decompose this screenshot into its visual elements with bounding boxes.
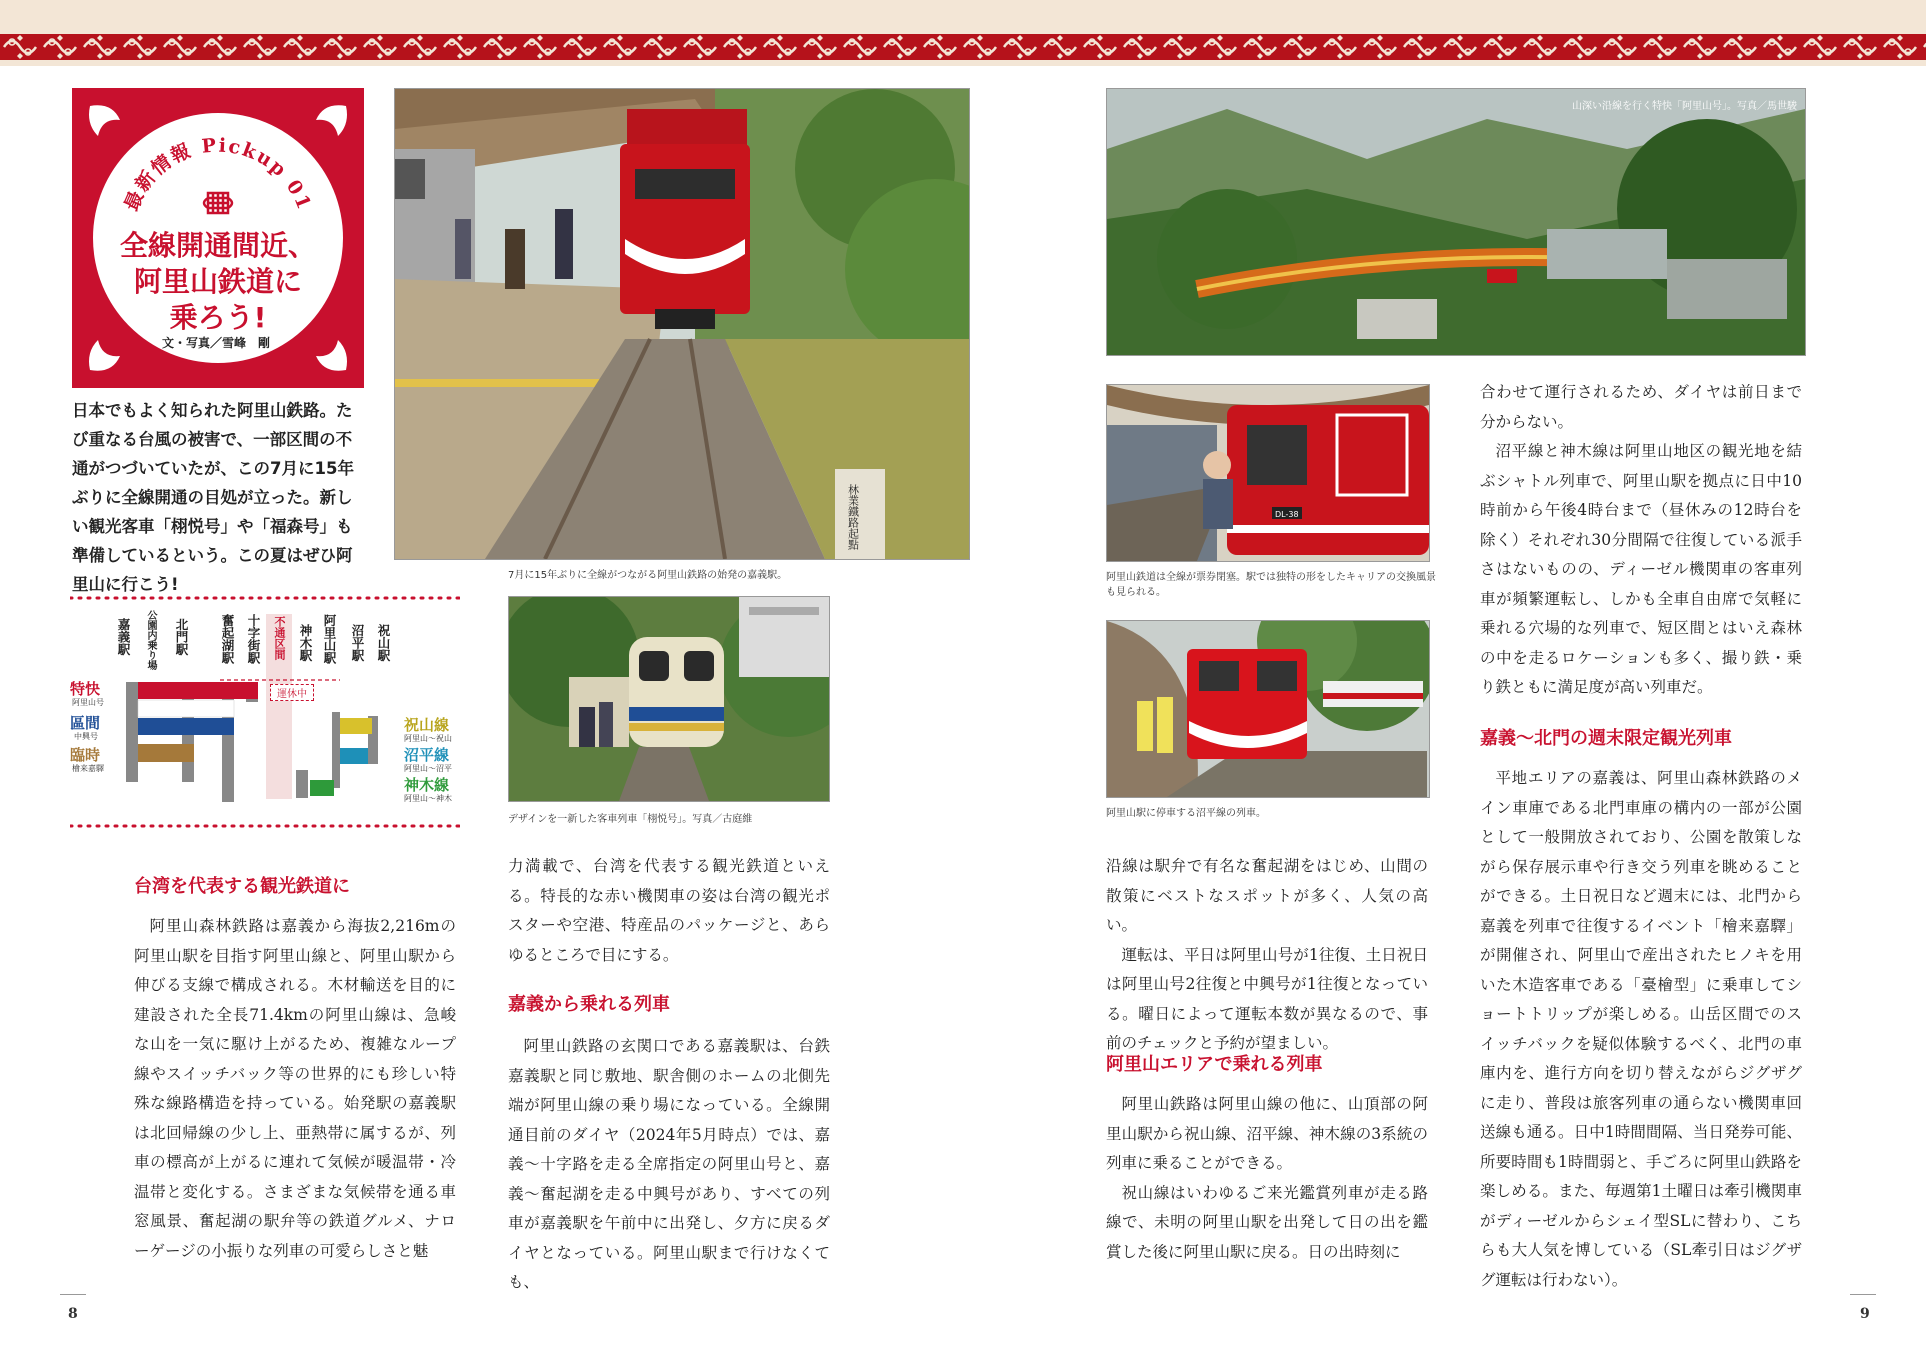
badge-byline: 文・写真／雪峰 剛 bbox=[162, 336, 271, 350]
photo-xuyue-caption: デザインを一新した客車列車「栩悦号」。写真／古庭維 bbox=[508, 814, 753, 825]
col4-paragraph-3: 平地エリアの嘉義は、阿里山森林鉄路のメイン車庫である北門車庫の構内の一部が公園として一般開放されており、公園を散策しながら保存展示車や行き交う列車を眺めることができる。土日祝日など週末には、北門から嘉義を列車で往復するイベント「檜来嘉驛」が開催され、阿里山で産出されたヒノキを用いた木造客車である「臺檜型」に乗車してショートトリップが楽しめる。山岳区間でのスイッチバックを疑似体験するべく、北門の車庫内を、進行方向を切り替えながらジグザグに走り、普段は旅客列車の通らない機関車回送線も通る。日中1時間間隔、当日発券可能、所要時間も1時間弱と、手ごろに阿里山鉄路を楽しめる。また、毎週第1土曜日は牽引機関車がディーゼルからシェイ型SLに替わり、こちらも大人気を博している（SL牽引日はジグザグ運転は行わない）。 bbox=[1480, 769, 1802, 1289]
col4-paragraph-2: 沼平線と神木線は阿里山地区の観光地を結ぶシャトル列車で、阿里山駅を拠点に日中10時前から午後4時台まで（昼休みの12時台を除く）それぞれ30分間隔で往復している派手さはないものの、ディーゼル機関車の客車列車が頻繁運転し、しかも全車自由席で気軽に乗れる穴場的な列車で、短区間とはいえ森林の中を走るロケーションも多く、撮り鉄・乗り鉄ともに満足度が高い列車だ。 bbox=[1480, 442, 1802, 696]
station-zhushan: 祝山駅 bbox=[376, 624, 391, 662]
legend-rinji-sub: 檜来嘉驛 bbox=[72, 764, 104, 773]
station-alishan: 阿里山駅 bbox=[322, 614, 337, 664]
col3-paragraph-4: 祝山線はいわゆるご来光鑑賞列車が走る路線で、未明の阿里山駅を出発して日の出を鑑賞した後に阿里山駅に戻る。日の出時刻に bbox=[1106, 1183, 1428, 1261]
column-4-cont bbox=[1480, 764, 1802, 1295]
section-heading-1: 台湾を代表する観光鉄道に bbox=[134, 876, 350, 897]
col3-paragraph-2: 運転は、平日は阿里山号が1往復、土日祝日は阿里山号2往復と中興号が1往復となっている。曜日によって運転本数が異なるので、事前のチェックと予約が望ましい。 bbox=[1106, 945, 1428, 1052]
legend-tokkai: 特快 bbox=[70, 680, 101, 698]
badge-title-1: 全線開通間近、 bbox=[119, 229, 316, 262]
ornamental-border bbox=[0, 30, 1926, 64]
column-1 bbox=[134, 912, 456, 1266]
photo-xuyue-train bbox=[508, 596, 830, 802]
station-park: 公園内乗り場 bbox=[145, 610, 156, 670]
photo-token-exchange bbox=[1106, 384, 1430, 562]
page-number-left: 8 bbox=[68, 1306, 78, 1322]
photo-token-caption: 阿里山鉄道は全線が票券閉塞。駅では独特の形をしたキャリアの交換風景も見られる。 bbox=[1106, 572, 1436, 598]
page-rule-right bbox=[1850, 1294, 1876, 1295]
section-heading-3: 阿里山エリアで乗れる列車 bbox=[1106, 1054, 1323, 1075]
column-3-cont bbox=[1106, 1090, 1428, 1267]
photo-chiayi-caption: 7月に15年ぶりに全線がつながる阿里山鉄路の始発の嘉義駅。 bbox=[508, 570, 788, 581]
photo-mountain-line bbox=[1106, 88, 1806, 356]
column-3 bbox=[1106, 852, 1428, 1059]
column-2 bbox=[508, 852, 830, 970]
station-beimen: 北門駅 bbox=[174, 618, 189, 656]
legend-shenmu-sub: 阿里山～神木 bbox=[404, 794, 452, 803]
badge-arc-text: 最新情報 Pickup 01 bbox=[120, 134, 316, 215]
suspended-badge: 運休中 bbox=[270, 684, 314, 701]
legend-kukan-sub: 中興号 bbox=[74, 732, 98, 741]
photo-zhaoping-train bbox=[1106, 620, 1430, 798]
intro-text: 日本でもよく知られた阿里山鉄路。たび重なる台風の被害で、一部区間の不通がつづいていたが、この7月に15年ぶりに全線開通の目処が立った。新しい観光客車「栩悦号」や「福森号」も準備しているという。この夏はぜひ阿里山に行こう! bbox=[72, 401, 354, 594]
badge-title-3: 乗ろう! bbox=[169, 301, 267, 334]
pickup-badge bbox=[72, 88, 364, 388]
col1-paragraph: 阿里山森林鉄路は嘉義から海抜2,216mの阿里山駅を目指す阿里山線と、阿里山駅から伸びる支線で構成される。木材輸送を目的に建設された全長71.4kmの阿里山線は、急峻な山を一気に駆け上がるため、複雑なループ線やスイッチバック等の世界的にも珍しい特殊な線路構造を持っている。始発駅の嘉義駅は北回帰線の少し上、亜熱帯に属するが、列車の標高が上がるに連れて気候が暖温帯・冷温帯と変化する。さまざまな気候帯を通る車窓風景、奮起湖の駅弁等の鉄道グルメ、ナローゲージの小振りな列車の可愛らしさと魅 bbox=[134, 917, 456, 1260]
legend-rinji: 臨時 bbox=[70, 746, 101, 764]
legend-zhaoping-sub: 阿里山～沼平 bbox=[404, 764, 452, 773]
badge-title-2: 阿里山鉄道に bbox=[133, 265, 302, 298]
col3-paragraph-1: 沿線は駅弁で有名な奮起湖をはじめ、山間の散策にベストなスポットが多く、人気の高い。 bbox=[1106, 857, 1428, 934]
legend-zhaoping: 沼平線 bbox=[404, 746, 450, 764]
col2-paragraph-1: 力満載で、台湾を代表する観光鉄道といえる。特長的な赤い機関車の姿は台湾の観光ポスターや空港、特産品のパッケージと、あらゆるところで目にする。 bbox=[508, 857, 830, 964]
photo-chiayi-station bbox=[394, 88, 970, 560]
station-shenmu: 神木駅 bbox=[298, 624, 313, 662]
station-zhaoping: 沼平駅 bbox=[350, 624, 365, 662]
col2-paragraph-2: 阿里山鉄路の玄関口である嘉義駅は、台鉄嘉義駅と同じ敷地、駅舎側のホームの北側先端が阿里山線の乗り場になっている。全線開通目前のダイヤ（2024年5月時点）では、嘉義～十字路を走る全席指定の阿里山号と、嘉義～奮起湖を走る中興号があり、すべての列車が嘉義駅を午前中に出発し、夕方に戻るダイヤとなっている。阿里山駅まで行けなくても、 bbox=[508, 1037, 830, 1291]
legend-kukan: 區間 bbox=[70, 714, 101, 732]
col3-paragraph-3: 阿里山鉄路は阿里山線の他に、山頂部の阿里山駅から祝山線、沼平線、神木線の3系統の列車に乗ることができる。 bbox=[1106, 1095, 1428, 1172]
legend-zhushan: 祝山線 bbox=[404, 716, 450, 734]
column-2-cont bbox=[508, 1032, 830, 1298]
photo-mountain-credit: 山深い沿線を行く特快「阿里山号」。写真／馬世駿 bbox=[1572, 101, 1797, 112]
endless-knot-icon bbox=[198, 188, 238, 218]
section-heading-4: 嘉義～北門の週末限定観光列車 bbox=[1480, 728, 1732, 749]
col4-paragraph-1: 合わせて運行されるため、ダイヤは前日まで分からない。 bbox=[1480, 383, 1802, 431]
photo-zhaoping-caption: 阿里山駅に停車する沼平線の列車。 bbox=[1106, 808, 1266, 819]
route-map bbox=[70, 594, 460, 830]
page-rule-left bbox=[60, 1294, 86, 1295]
page-number-right: 9 bbox=[1860, 1306, 1870, 1322]
legend-zhushan-sub: 阿里山～祝山 bbox=[404, 734, 452, 743]
legend-shenmu: 神木線 bbox=[404, 776, 450, 794]
station-chiayi: 嘉義駅 bbox=[116, 618, 131, 656]
sign-text: 林業鐵路起點 bbox=[846, 484, 860, 550]
station-fenqihu: 奮起湖駅 bbox=[220, 614, 235, 664]
station-shizijie: 十字街駅 bbox=[246, 614, 261, 664]
section-heading-2: 嘉義から乗れる列車 bbox=[508, 994, 670, 1015]
suspended-section-label: 不通区間 bbox=[273, 616, 286, 660]
loco-plate: DL-38 bbox=[1275, 510, 1299, 519]
legend-tokkai-sub: 阿里山号 bbox=[72, 698, 104, 707]
column-4 bbox=[1480, 378, 1802, 703]
